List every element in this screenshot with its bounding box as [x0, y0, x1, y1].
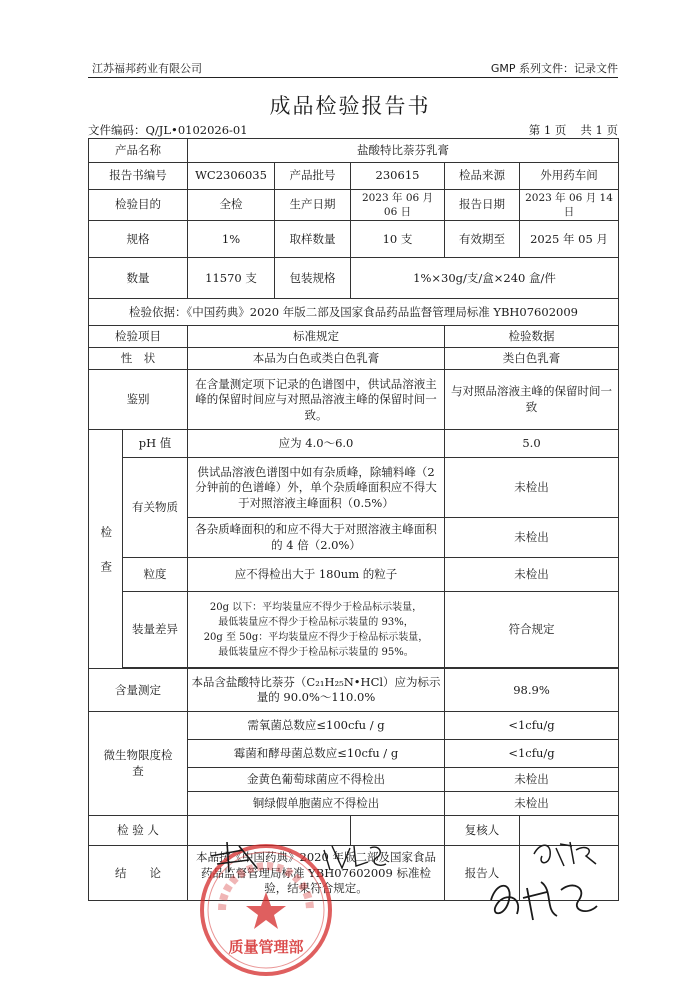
batch-no: 230615	[351, 163, 445, 190]
package-label: 包装规格	[275, 258, 351, 299]
reviewer-signature	[530, 838, 600, 872]
inspector-label: 检 验 人	[89, 816, 188, 846]
micro-result-2: <1cfu/g	[445, 740, 619, 768]
micro-result-4: 未检出	[445, 792, 619, 816]
product-name: 盐酸特比萘芬乳膏	[188, 139, 619, 163]
page-indicator	[515, 122, 618, 138]
page-title: 成品检验报告书	[269, 94, 431, 118]
report-date: 2023 年 06 月 14 日	[520, 190, 619, 221]
header-rule	[88, 77, 618, 78]
sample-label: 取样数量	[275, 221, 351, 258]
fill-line-3: 20g 至 50g：平均装量应不得少于检品标示装量，	[203, 631, 429, 643]
conclusion-label: 结 论	[89, 846, 188, 901]
related-standard-2: 各杂质峰面积的和应不得大于对照溶液主峰面积的 4 倍（2.0%）	[188, 518, 445, 558]
quantity: 11570 支	[188, 258, 275, 299]
doc-type: GMP 系列文件：记录文件	[490, 62, 618, 75]
reporter-label: 报告人	[445, 846, 520, 901]
fill-result: 符合规定	[445, 592, 619, 668]
prod-date-label: 生产日期	[275, 190, 351, 221]
ph-standard: 应为 4.0～6.0	[188, 430, 445, 458]
related-standard-1: 供试品溶液色谱图中如有杂质峰，除辅料峰（2 分钟前的色谱峰）外，单个杂质峰面积应不得大于对照溶液主峰面积（0.5%）	[188, 458, 445, 518]
package-spec: 1%×30g/支/盒×240 盒/件	[351, 258, 619, 299]
page-total: 共 1 页	[580, 123, 618, 137]
product-name-label: 产品名称	[89, 139, 188, 163]
micro-standard-4: 铜绿假单胞菌应不得检出	[188, 792, 445, 816]
assay-result: 98.9%	[445, 669, 619, 712]
fill-label: 装量差异	[123, 592, 188, 668]
particle-label: 粒度	[123, 558, 188, 592]
page-current: 第 1 页	[528, 123, 567, 137]
purpose-label: 检验目的	[89, 190, 188, 221]
micro-standard-3: 金黄色葡萄球菌应不得检出	[188, 768, 445, 792]
seal-text: 质量管理部	[228, 938, 304, 956]
report-no: WC2306035	[188, 163, 275, 190]
inspector-signature-2	[320, 840, 390, 874]
identify-label: 鉴别	[89, 370, 188, 430]
inspection-basis: 检验依据：《中国药典》2020 年版二部及国家食品药品监督管理局标准 YBH07602009	[89, 299, 619, 326]
report-no-label: 报告书编号	[89, 163, 188, 190]
inspection-report-table	[88, 138, 619, 901]
report-date-label: 报告日期	[445, 190, 520, 221]
ph-label: pH 值	[123, 430, 188, 458]
check-group-label: 检 查	[89, 430, 123, 669]
source: 外用药车间	[520, 163, 619, 190]
inspector-signature-1	[205, 838, 275, 876]
batch-label: 产品批号	[275, 163, 351, 190]
prod-date: 2023 年 06 月 06 日	[351, 190, 445, 221]
identify-result: 与对照品溶液主峰的保留时间一致	[445, 370, 619, 430]
fill-line-2: 最低装量应不得少于检品标示装量的 93%，	[218, 616, 414, 628]
spec: 1%	[188, 221, 275, 258]
reporter-signature	[483, 870, 603, 930]
appearance-result: 类白色乳膏	[445, 348, 619, 370]
result-header: 检验数据	[445, 326, 619, 348]
quantity-label: 数量	[89, 258, 188, 299]
expiry: 2025 年 05 月	[520, 221, 619, 258]
sample-qty: 10 支	[351, 221, 445, 258]
standard-header: 标准规定	[188, 326, 445, 348]
assay-standard: 本品含盐酸特比萘芬（C₂₁H₂₅N•HCl）应为标示量的 90.0%～110.0%	[188, 669, 445, 712]
particle-result: 未检出	[445, 558, 619, 592]
company-name: 江苏福邦药业有限公司	[92, 62, 202, 75]
fill-line-1: 20g 以下：平均装量应不得少于检品标示装量，	[209, 601, 423, 613]
spec-label: 规格	[89, 221, 188, 258]
micro-standard-1: 需氧菌总数应≤100cfu / g	[188, 712, 445, 740]
micro-standard-2: 霉菌和酵母菌总数应≤10cfu / g	[188, 740, 445, 768]
document-code: 文件编码：Q/JL•0102026-01	[88, 123, 248, 137]
conclusion-text: 本品按《中国药典》2020 年版二部及国家食品药品监督管理局标准 YBH07602009 标准检验，结果符合规定。	[188, 846, 445, 901]
related-label: 有关物质	[123, 458, 188, 558]
fill-line-4: 最低装量应不得少于检品标示装量的 95%。	[218, 646, 414, 658]
particle-standard: 应不得检出大于 180um 的粒子	[188, 558, 445, 592]
reviewer-label: 复核人	[445, 816, 520, 846]
micro-label: 微生物限度检查	[89, 712, 188, 816]
expiry-label: 有效期至	[445, 221, 520, 258]
related-result-1: 未检出	[445, 458, 619, 518]
item-header: 检验项目	[89, 326, 188, 348]
assay-label: 含量测定	[89, 669, 188, 712]
identify-standard: 在含量测定项下记录的色谱图中，供试品溶液主峰的保留时间应与对照品溶液主峰的保留时间一致。	[188, 370, 445, 430]
appearance-standard: 本品为白色或类白色乳膏	[188, 348, 445, 370]
related-result-2: 未检出	[445, 518, 619, 558]
fill-standard	[188, 592, 445, 668]
purpose: 全检	[188, 190, 275, 221]
micro-result-3: 未检出	[445, 768, 619, 792]
appearance-label: 性 状	[89, 348, 188, 370]
micro-result-1: <1cfu/g	[445, 712, 619, 740]
source-label: 检品来源	[445, 163, 520, 190]
ph-result: 5.0	[445, 430, 619, 458]
